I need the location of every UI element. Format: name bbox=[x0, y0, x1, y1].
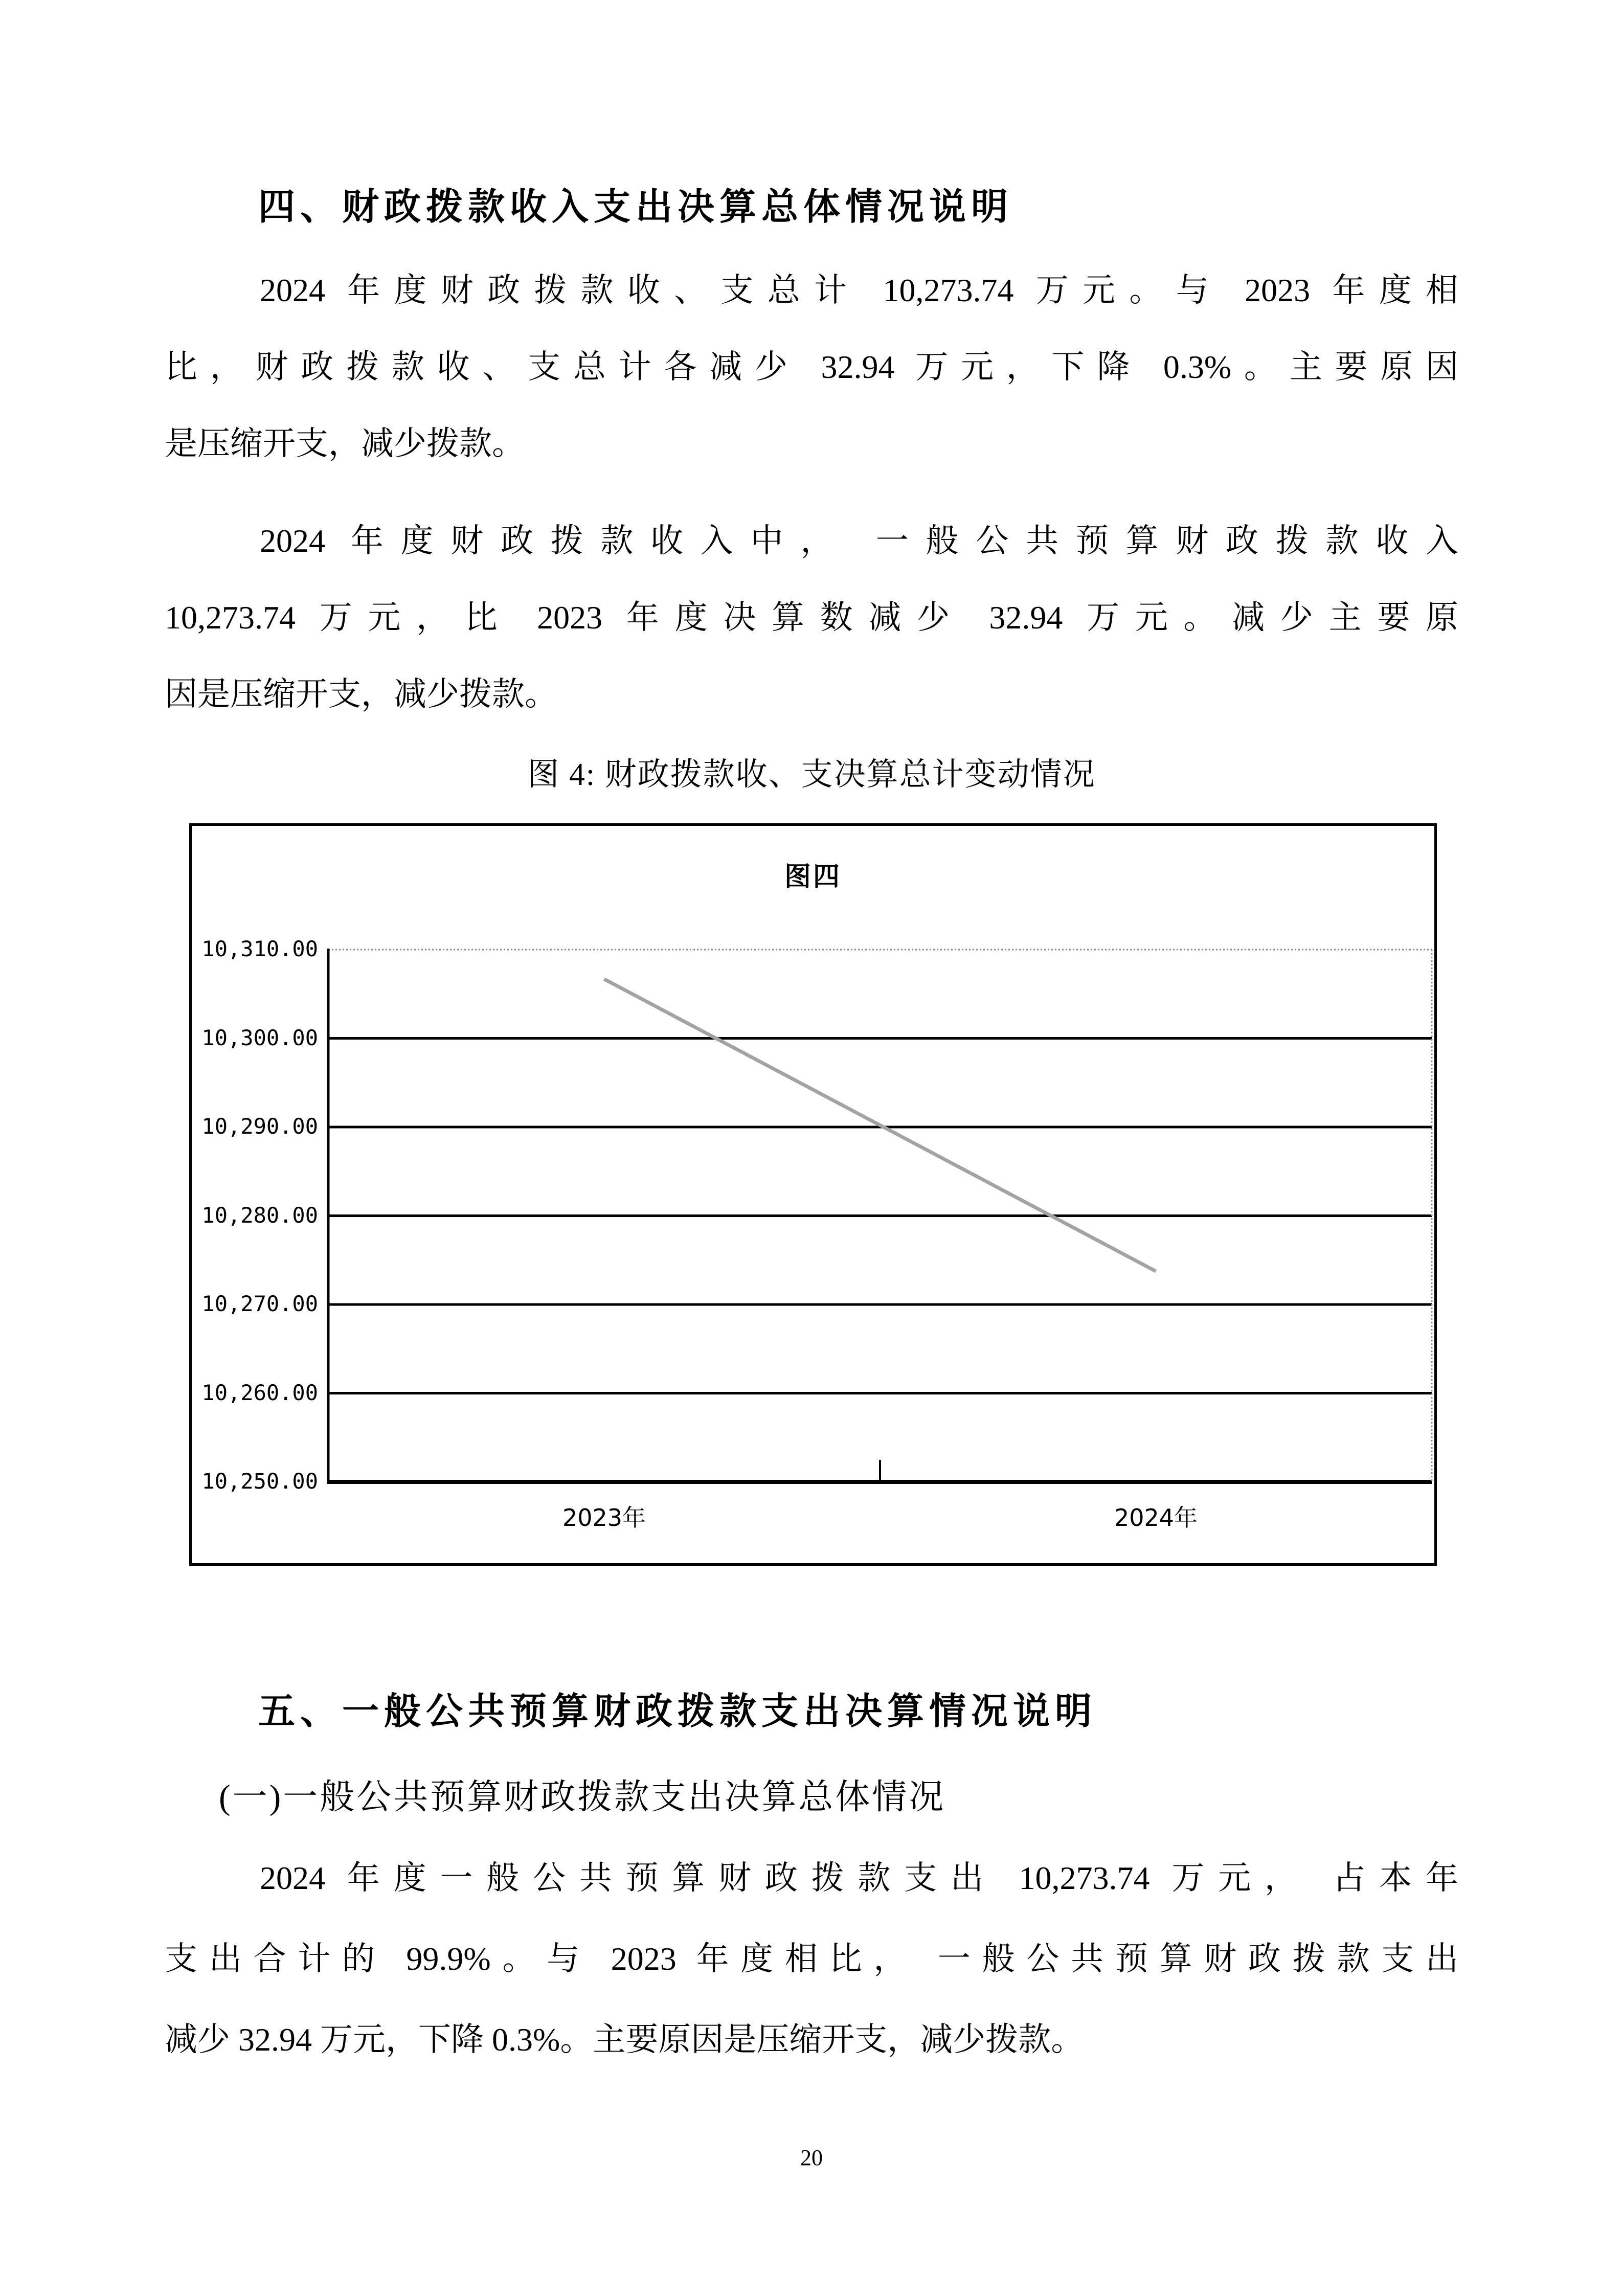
section5-para1-line3: 减少 32.94 万元，下降 0.3%。主要原因是压缩开支，减少拨款。 bbox=[165, 2021, 1084, 2058]
y-axis-label: 10,290.00 bbox=[201, 1114, 318, 1139]
section4-para2-line2: 10,273.74 万元，比 2023 年度决算数减少 32.94 万元。减少主要原 bbox=[165, 599, 1458, 636]
section4-para1-line1: 2024 年度财政拨款收、支总计 10,273.74 万元。与 2023 年度相 bbox=[260, 272, 1458, 308]
x-axis-label: 2023年 bbox=[562, 1504, 646, 1532]
y-axis-label: 10,300.00 bbox=[201, 1025, 318, 1050]
section4-heading: 四、财政拨款收入支出决算总体情况说明 bbox=[258, 187, 1013, 228]
section4-para1-line3: 是压缩开支，减少拨款。 bbox=[165, 425, 525, 462]
y-axis-label: 10,260.00 bbox=[201, 1380, 318, 1405]
page-number: 20 bbox=[800, 2145, 823, 2170]
line-chart bbox=[189, 823, 1437, 1566]
y-axis-label: 10,270.00 bbox=[201, 1291, 318, 1316]
chart-title: 图四 bbox=[784, 862, 842, 892]
y-axis-label: 10,310.00 bbox=[201, 936, 318, 961]
section5-para1-line1: 2024 年度一般公共预算财政拨款支出 10,273.74 万元， 占本年 bbox=[260, 1860, 1458, 1896]
section5-subheading: (一)一般公共预算财政拨款支出决算总体情况 bbox=[219, 1777, 946, 1816]
y-axis-label: 10,280.00 bbox=[201, 1202, 318, 1228]
section4-para2-line1: 2024 年度财政拨款收入中， 一般公共预算财政拨款收入 bbox=[260, 523, 1458, 559]
y-axis-label: 10,250.00 bbox=[201, 1469, 318, 1494]
section5-heading: 五、一般公共预算财政拨款支出决算情况说明 bbox=[258, 1691, 1097, 1732]
section4-para1-line2: 比，财政拨款收、支总计各减少 32.94 万元，下降 0.3%。主要原因 bbox=[165, 349, 1458, 385]
section4-para2-line3: 因是压缩开支，减少拨款。 bbox=[165, 676, 557, 712]
figure-caption: 图 4: 财政拨款收、支决算总计变动情况 bbox=[527, 757, 1096, 792]
x-axis-label: 2024年 bbox=[1114, 1504, 1198, 1532]
section5-para1-line2: 支出合计的 99.9%。与 2023 年度相比， 一般公共预算财政拨款支出 bbox=[165, 1941, 1458, 1977]
data-series-line bbox=[604, 979, 1156, 1272]
chart-plot-area bbox=[192, 826, 1434, 1563]
